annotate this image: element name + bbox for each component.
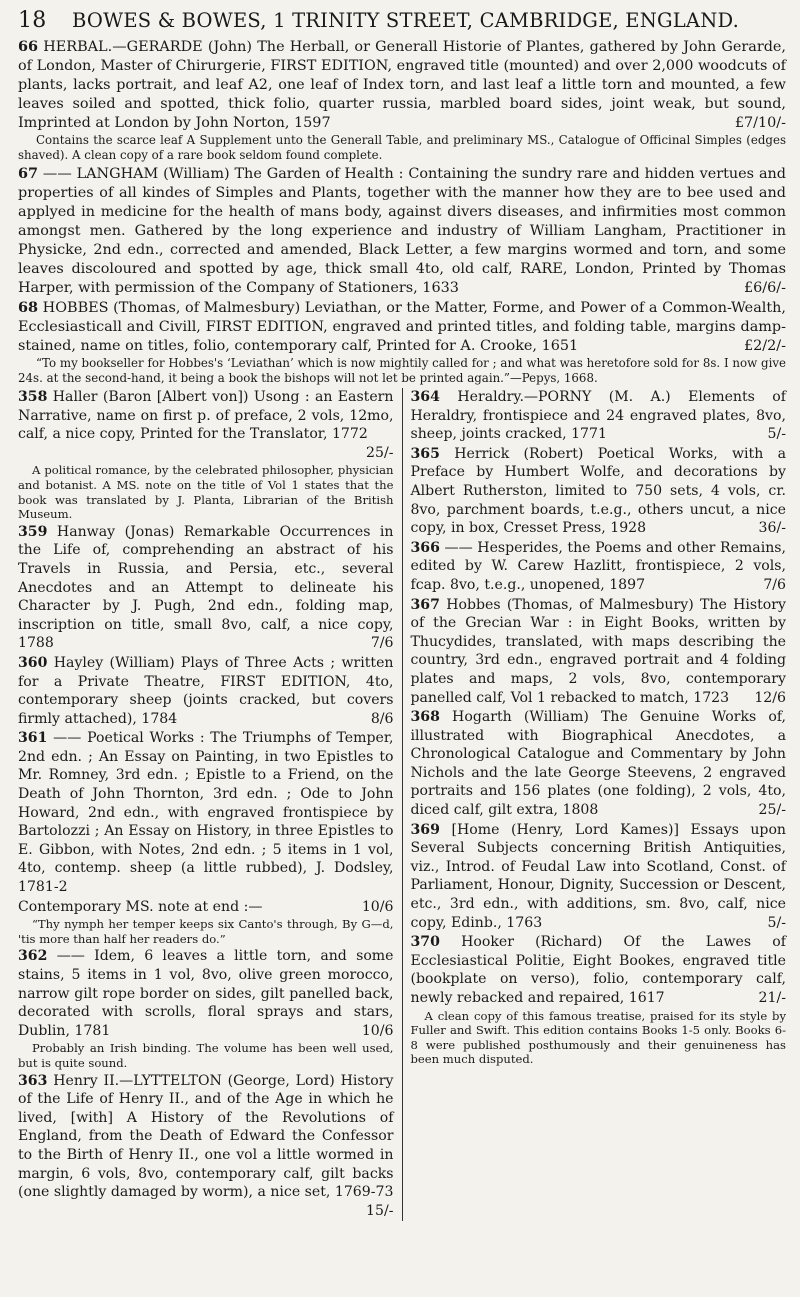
lot-note: Probably an Irish binding. The volume has been well used, but is quite sound. xyxy=(18,1041,394,1070)
lot-description: —— Hesperides, the Poems and other Remains, edited by W. Carew Hazlitt, frontispiece, 2 vols, fcap. 8vo, t.e.g., unopened, 1897 xyxy=(410,539,786,593)
lot-entry xyxy=(18,37,786,133)
lot-entry xyxy=(18,947,394,1040)
lot-description: Contemporary MS. note at end :— xyxy=(18,898,263,915)
lot-price: £6/6/- xyxy=(743,280,786,296)
lot-description: Henry II.—LYTTELTON (George, Lord) History of the Life of Henry II., and of the Age in which he lived, [with] A History of the Revolutions of England, from the Death of Edward the Confessor to the Birth of Henry II., one vol a little wormed in margin, 6 vols, 8vo, contemporary calf, gilt backs (one slightly damaged by worm), a nice set, 1769-73 xyxy=(18,1072,394,1201)
lot-number: 367 xyxy=(410,596,440,613)
lot-price: 7/6 xyxy=(370,635,394,652)
lot-description: [Home (Henry, Lord Kames)] Essays upon Several Subjects concerning British Antiquities, viz., Introd. of Feudal Law into Scotland, Const. of Parliament, Honour, Dignity, Succession or Descent, etc., 3rd edn., with additions, sm. 8vo, calf, nice copy, Edinb., 1763 xyxy=(410,821,787,931)
left-column xyxy=(18,388,403,1221)
lot-number: 364 xyxy=(410,389,440,405)
running-head: BOWES & BOWES, 1 TRINITY STREET, CAMBRIDGE, ENGLAND. xyxy=(72,9,740,32)
lot-number: 369 xyxy=(410,821,440,838)
lot-entry xyxy=(18,1072,394,1221)
full-width-entries xyxy=(18,37,786,386)
lot-description: Hobbes (Thomas, of Malmesbury) The History of the Grecian War : in Eight Books, written by Thucydides, translated, with maps describing the country, 3rd edn., engraved portrait and 4 folding plates and maps, 2 vols, 8vo, contemporary panelled calf, Vol 1 rebacked to match, 1723 xyxy=(410,596,786,706)
lot-note: “Thy nymph her temper keeps six Canto's through, By G—d, 'tis more than half her readers do.” xyxy=(18,917,394,946)
lot-entry xyxy=(411,388,787,444)
lot-entry xyxy=(411,596,787,708)
lot-price: 10/6 xyxy=(361,898,394,915)
lot-number: 362 xyxy=(18,948,48,965)
lot-number: 67 xyxy=(18,165,39,182)
two-column-listing xyxy=(18,388,786,1221)
lot-price: 5/- xyxy=(767,914,786,931)
lot-price: 5/- xyxy=(767,426,786,443)
lot-number: 360 xyxy=(18,654,48,671)
lot-entry xyxy=(411,708,787,820)
lot-entry xyxy=(18,654,394,728)
lot-price: 8/6 xyxy=(370,710,394,727)
lot-note: A clean copy of this famous treatise, praised for its style by Fuller and Swift. This edition contains Books 1-5 only. Books 6-8 were published posthumously and their genuineness has been much disputed. xyxy=(410,1008,786,1067)
lot-number: 365 xyxy=(410,445,440,462)
lot-price: £7/10/- xyxy=(734,115,786,131)
right-column xyxy=(403,388,787,1221)
lot-entry xyxy=(411,445,787,538)
lot-description: HERBAL.—GERARDE (John) The Herball, or Generall Historie of Plantes, gathered by John Gerarde, of London, Master of Chirurgerie, FIRST EDITION, engraved title (mounted) and over 2,000 woodcuts of plants, lacks portrait, and leaf A2, one leaf of Index torn, and last leaf a little torn and mounted, a few leaves soiled and spotted, thick folio, quarter russia, marbled board sides, joint weak, but sound, Imprinted at London by John Norton, 1597 xyxy=(18,39,786,131)
lot-number: 366 xyxy=(410,539,440,556)
lot-description: Hooker (Richard) Of the Lawes of Ecclesiastical Politie, Eight Bookes, engraved title (bookplate on verso), folio, contemporary calf, newly rebacked and repaired, 1617 xyxy=(410,934,786,1006)
lot-entry xyxy=(18,729,394,896)
lot-price: 36/- xyxy=(758,520,786,537)
lot-price: 15/- xyxy=(366,1202,394,1219)
lot-entry xyxy=(18,898,394,917)
lot-price: 12/6 xyxy=(754,689,786,706)
lot-price: 10/6 xyxy=(361,1022,394,1039)
lot-number: 363 xyxy=(18,1072,48,1089)
lot-description: Herrick (Robert) Poetical Works, with a Preface by Humbert Wolfe, and decorations by Albert Rutherston, limited to 750 sets, 4 vols, cr. 8vo, parchment boards, t.e.g., others uncut, a nice copy, in box, Cresset Press, 1928 xyxy=(410,445,786,537)
page-number: 18 xyxy=(18,8,47,33)
lot-note: “To my bookseller for Hobbes's ‘Leviathan’ which is now mightily called for ; and what was heretofore sold for 8s. I now give 24s. at the second-hand, it being a book the bishops will not let be printed again.”—Pepys, 1668. xyxy=(18,356,786,385)
lot-note: Contains the scarce leaf A Supplement unto the Generall Table, and preliminary MS., Catalogue of Officinal Simples (edges shaved). A clean copy of a rare book seldom found complete. xyxy=(18,133,786,162)
lot-note: A political romance, by the celebrated philosopher, physician and botanist. A MS. note on the title of Vol 1 states that the book was translated by J. Planta, Librarian of the British Museum. xyxy=(18,463,394,522)
lot-number: 361 xyxy=(18,730,48,747)
lot-number: 66 xyxy=(18,38,39,55)
lot-entry xyxy=(18,523,394,653)
lot-price: 25/- xyxy=(366,444,394,461)
lot-price: 7/6 xyxy=(763,576,786,593)
catalogue-page xyxy=(18,8,786,1221)
lot-number: 368 xyxy=(410,709,440,726)
lot-description: —— LANGHAM (William) The Garden of Health : Containing the sundry rare and hidden vertues and properties of all kindes of Simples and Plants, together with the manner how they are to bee used and applyed in medicine for the health of mans body, against divers diseases, and infirmities most common amongst men. Gathered by the long experience and industry of William Langham, Practitioner in Physicke, 2nd edn., corrected and amended, Black Letter, a few margins wormed and torn, and some leaves discoloured and spotted by age, thick small 4to, old calf, RARE, London, Printed by Thomas Harper, with permission of the Company of Stationers, 1633 xyxy=(18,166,787,296)
lot-entry xyxy=(18,388,394,462)
lot-price: £2/2/- xyxy=(743,338,786,354)
lot-entry xyxy=(411,539,787,595)
lot-number: 68 xyxy=(18,299,39,316)
lot-entry xyxy=(18,298,786,356)
page-header xyxy=(18,8,786,33)
lot-description: Heraldry.—PORNY (M. A.) Elements of Heraldry, frontispiece and 24 engraved plates, 8vo, sheep, joints cracked, 1771 xyxy=(410,389,786,443)
lot-description: Haller (Baron [Albert von]) Usong : an Eastern Narrative, name on first p. of preface, 2 vols, 12mo, calf, a nice copy, Printed for the Translator, 1772 xyxy=(18,389,394,443)
lot-number: 370 xyxy=(410,934,440,951)
lot-description: Hanway (Jonas) Remarkable Occurrences in the Life of, comprehending an abstract of his Travels in Russia, and Persia, etc., several Anecdotes and an Attempt to delineate his Character by J. Pugh, 2nd edn., folding map, inscription on title, small 8vo, calf, a nice copy, 1788 xyxy=(18,523,394,652)
lot-description: —— Poetical Works : The Triumphs of Temper, 2nd edn. ; An Essay on Painting, in two Epistles to Mr. Romney, 3rd edn. ; Epistle to a Friend, on the Death of John Thornton, 3rd edn. ; Ode to John Howard, 2nd edn., with engraved frontispiece by Bartolozzi ; An Essay on History, in three Epistles to E. Gibbon, with Notes, 2nd edn. ; 5 items in 1 vol, 4to, contemp. sheep (a little rubbed), J. Dodsley, 1781-2 xyxy=(18,730,394,896)
lot-entry xyxy=(411,933,787,1007)
lot-description: Hayley (William) Plays of Three Acts ; written for a Private Theatre, FIRST EDITION, 4to, contemporary sheep (joints cracked, but covers firmly attached), 1784 xyxy=(18,654,394,727)
lot-description: —— Idem, 6 leaves a little torn, and some stains, 5 items in 1 vol, 8vo, olive green morocco, narrow gilt rope border on sides, gilt panelled back, decorated with scrolls, floral sprays and stars, Dublin, 1781 xyxy=(18,948,394,1039)
lot-description: HOBBES (Thomas, of Malmesbury) Leviathan, or the Matter, Forme, and Power of a Common-Wealth, Ecclesiasticall and Civill, FIRST EDITION, engraved and printed titles, and folding table, margins damp-stained, name on titles, folio, contemporary calf, Printed for A. Crooke, 1651 xyxy=(18,300,786,354)
lot-price: 21/- xyxy=(758,990,786,1006)
lot-number: 359 xyxy=(18,523,48,540)
lot-entry xyxy=(18,164,786,298)
lot-entry xyxy=(411,821,787,933)
lot-price: 25/- xyxy=(758,802,786,819)
lot-description: Hogarth (William) The Genuine Works of, illustrated with Biographical Anecdotes, a Chronological Catalogue and Commentary by John Nichols and the late George Steevens, 2 engraved portraits and 156 plates (one folding), 2 vols, 4to, diced calf, gilt extra, 1808 xyxy=(410,709,787,819)
lot-number: 358 xyxy=(18,389,48,405)
